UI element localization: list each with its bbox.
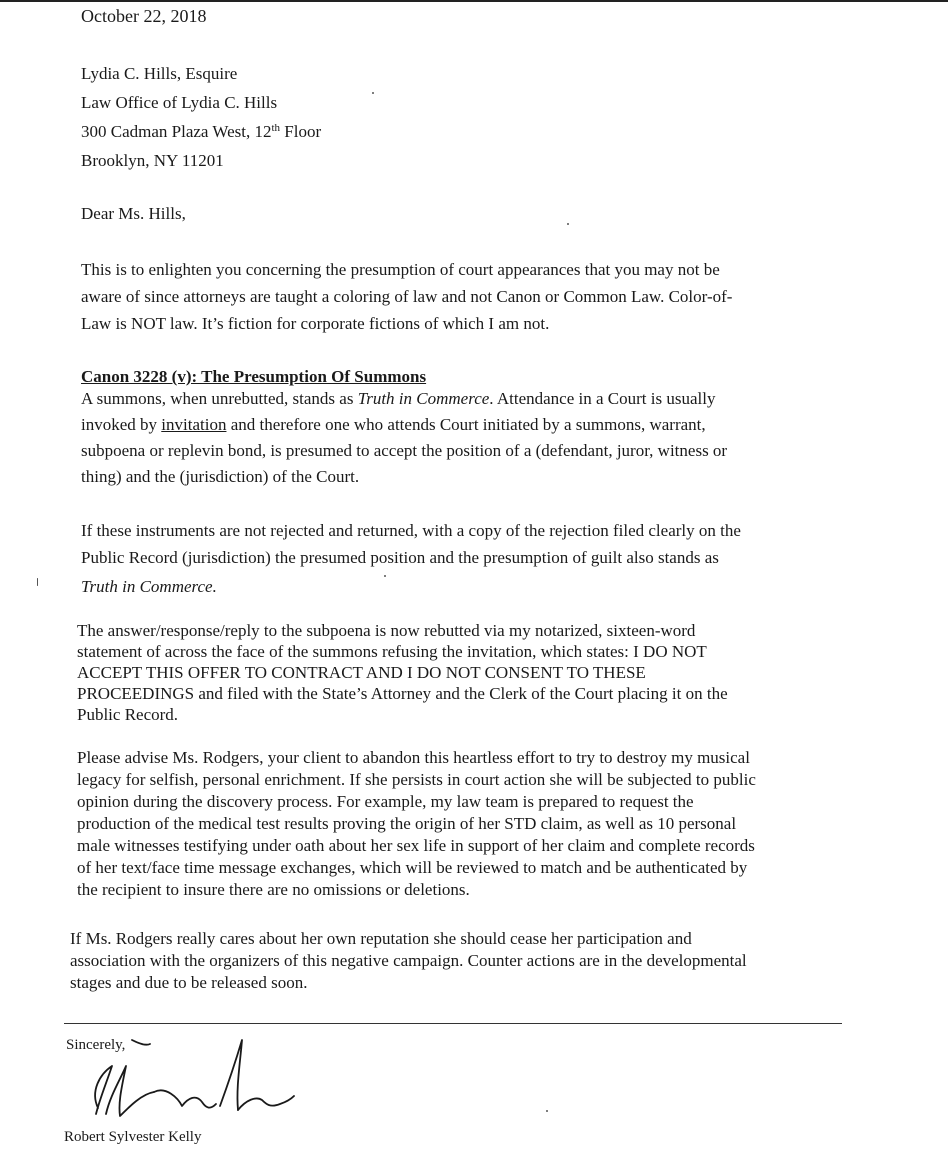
letter-date: October 22, 2018 [81,6,207,26]
scan-speck [372,92,374,94]
scan-speck [37,578,38,586]
paragraph-line: association with the organizers of this negative campaign. Counter actions are in the developmental [70,951,747,970]
paragraph-line: Law is NOT law. It’s fiction for corporate fictions of which I am not. [81,314,550,333]
sender-name: Robert Sylvester Kelly [64,1129,202,1145]
paragraph-line: the recipient to insure there are no omissions or deletions. [77,880,470,899]
paragraph-line: opinion during the discovery process. For example, my law team is prepared to request the [77,792,694,811]
paragraph-line: Public Record (jurisdiction) the presumed position and the presumption of guilt also stands as [81,548,719,567]
closing: Sincerely, [66,1037,126,1053]
paragraph-line: aware of since attorneys are taught a coloring of law and not Canon or Common Law. Color-of- [81,287,733,306]
page-top-edge [0,0,948,2]
paragraph-line: Public Record. [77,705,179,724]
paragraph-line: stages and due to be released soon. [70,973,308,992]
paragraph-line: production of the medical test results proving the origin of her STD claim, as well as 10 personal [77,814,737,833]
handwritten-signature [70,1036,300,1126]
paragraph-line: legacy for selfish, personal enrichment. If she persists in court action she will be subjected to public [77,770,756,789]
paragraph-line: male witnesses testifying under oath about her sex life in support of her claim and complete records [77,836,755,855]
recipient-office: Law Office of Lydia C. Hills [81,93,278,112]
scan-speck [546,1110,548,1112]
paragraph-line: This is to enlighten you concerning the presumption of court appearances that you may not be [81,260,720,279]
recipient-name: Lydia C. Hills, Esquire [81,64,238,83]
paragraph-line: thing) and the (jurisdiction) of the Court. [81,467,360,486]
recipient-street: 300 Cadman Plaza West, 12th Floor [81,122,322,141]
scan-speck [567,223,569,225]
paragraph-line: ACCEPT THIS OFFER TO CONTRACT AND I DO NOT CONSENT TO THESE [77,663,646,682]
paragraph-line: If these instruments are not rejected and returned, with a copy of the rejection filed clearly on the [81,521,741,540]
scan-speck [384,575,386,577]
canon-heading: Canon 3228 (v): The Presumption Of Summons [81,367,427,386]
paragraph-line: statement of across the face of the summons refusing the invitation, which states: I DO NOT [77,642,707,661]
paragraph-line: Please advise Ms. Rodgers, your client to abandon this heartless effort to try to destroy my musical [77,748,750,767]
paragraph-line: of her text/face time message exchanges, which will be reviewed to match and be authenticated by [77,858,748,877]
signature-divider [64,1023,842,1024]
paragraph-line: subpoena or replevin bond, is presumed to accept the position of a (defendant, juror, witness or [81,441,728,460]
paragraph-line: Truth in Commerce. [81,577,217,596]
salutation: Dear Ms. Hills, [81,204,186,223]
paragraph-line: If Ms. Rodgers really cares about her own reputation she should cease her participation and [70,929,692,948]
paragraph-line: The answer/response/reply to the subpoena is now rebutted via my notarized, sixteen-word [77,621,696,640]
paragraph-line: A summons, when unrebutted, stands as Truth in Commerce. Attendance in a Court is usually [81,389,716,408]
paragraph-line: PROCEEDINGS and filed with the State’s Attorney and the Clerk of the Court placing it on the [77,684,728,703]
paragraph-line: invoked by invitation and therefore one who attends Court initiated by a summons, warrant, [81,415,706,434]
recipient-city: Brooklyn, NY 11201 [81,151,224,170]
